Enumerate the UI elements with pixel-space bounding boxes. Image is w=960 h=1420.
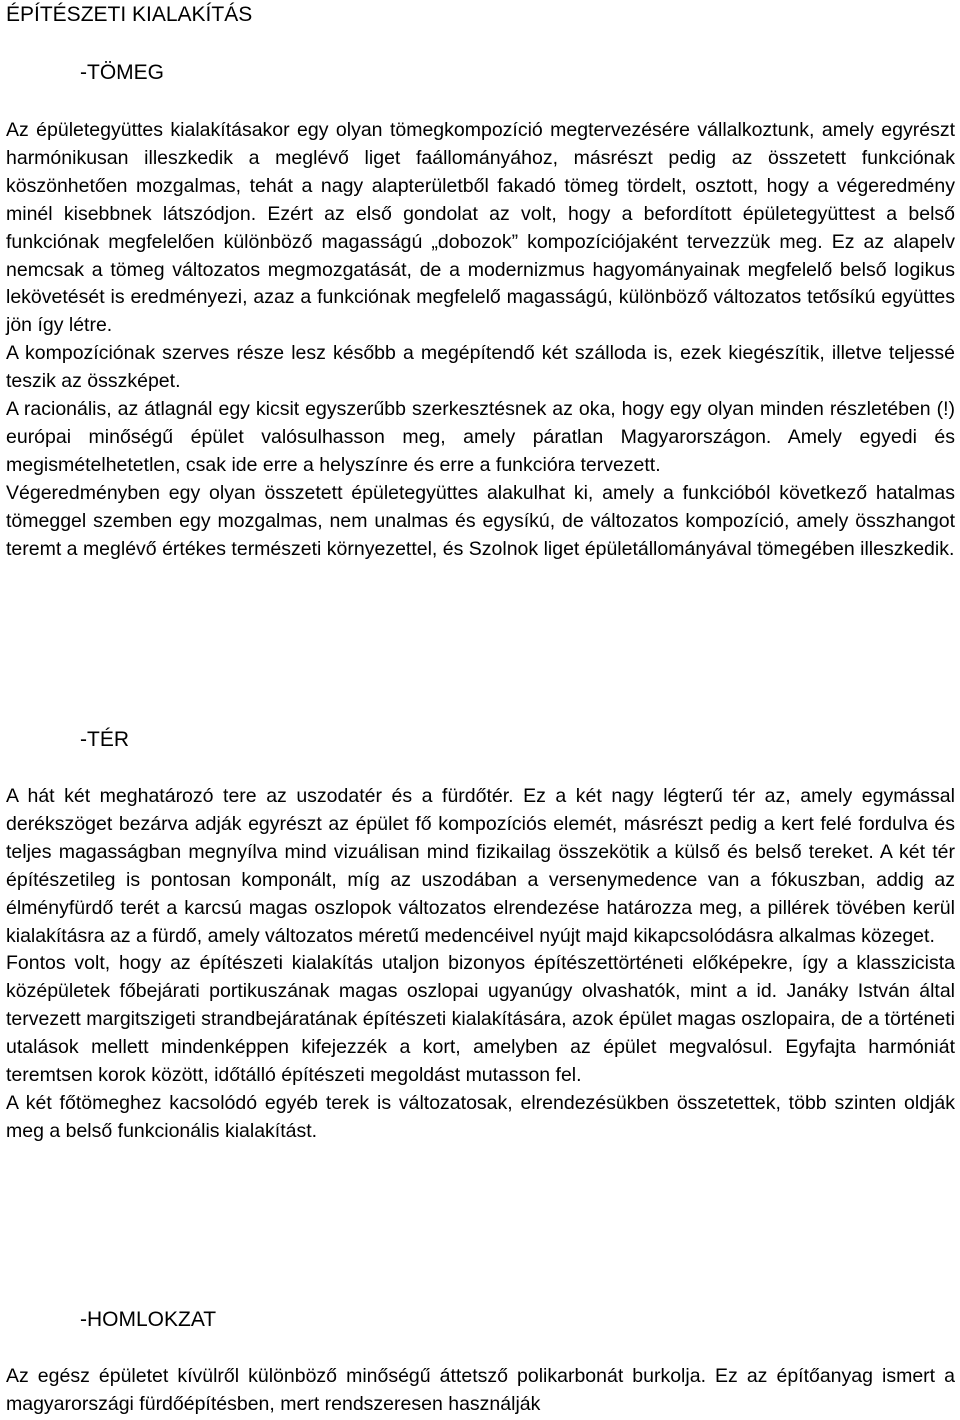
paragraph: Az egész épületet kívülről különböző minőségű áttetsző polikarbonát burkolja. Ez az építőanyag ismert a magyarországi fürdőépítésben, mert rendszeresen használják xyxy=(6,1365,955,1415)
document-title: ÉPÍTÉSZETI KIALAKÍTÁS xyxy=(6,3,253,26)
section-body-homlokzat xyxy=(6,1363,955,1419)
paragraph: Fontos volt, hogy az építészeti kialakítás utaljon bizonyos építészettörténeti előképekre, így a klasszicista középületek főbejárati portikuszának magas oszlopai ugyanúgy olvashatók, mint a id. Janáky István által tervezett margitszigeti strandbejáratának építészeti kialakítására, azok épület magas oszlopaira, de a történeti utalások mellett mindenképpen kifejezzék a kort, amelyben az épület megvalósul. Egyfajta harmóniát teremtsen korok között, időtálló építészeti megoldást mutasson fel. xyxy=(6,952,955,1087)
section-heading-tomeg: -TÖMEG xyxy=(80,61,164,84)
paragraph: A kompozíciónak szerves része lesz később a megépítendő két szálloda is, ezek kiegészítik, illetve teljessé teszik az összképet. xyxy=(6,342,955,393)
section-heading-ter: -TÉR xyxy=(80,728,129,751)
paragraph: A racionális, az átlagnál egy kicsit egyszerűbb szerkesztésnek az oka, hogy egy olyan minden részletében (!) európai minőségű épület valósulhasson meg, amely páratlan Magyarországon. Amely egyedi és megismételhetetlen, csak ide erre a helyszínre és erre a funkcióra tervezett. xyxy=(6,398,955,476)
paragraph: Az épületegyüttes kialakításakor egy olyan tömegkompozíció megtervezésére vállalkoztunk, amely egyrészt harmónikusan illeszkedik a meglévő liget faállományához, másrészt pedig az összetett funkciónak köszönhetően mozgalmas, tehát a nagy alapterületből fakadó tömeg tördelt, osztott, hogy a végeredmény minél kisebbnek látszódjon. Ezért az első gondolat az volt, hogy a befordított épületegyüttest a belső funkciónak megfelelően különböző magasságú „dobozok” kompozíciójaként tervezzük meg. Ez az alapelv nemcsak a tömeg változatos megmozgatását, de a modernizmus hagyományainak megfelelő belső logikus lekövetését is eredményezi, azaz a funkciónak megfelelő magasságú, különböző változatos tetősíkú együttes jön így létre. xyxy=(6,119,955,337)
section-body-tomeg xyxy=(6,117,955,564)
section-heading-homlokzat: -HOMLOKZAT xyxy=(80,1308,217,1331)
paragraph: A két főtömeghez kacsolódó egyéb terek is változatosak, elrendezésükben összetettek, több szinten oldják meg a belső funkcionális kialakítást. xyxy=(6,1091,955,1142)
section-body-ter xyxy=(6,783,955,1146)
paragraph: A hát két meghatározó tere az uszodatér és a fürdőtér. Ez a két nagy légterű tér az, amely egymással derékszöget bezárva adják egyrészt az épület fő kompozíciós elemét, másrészt pedig a kert felé fordulva és teljes magasságban megnyílva mind vizuálisan mind fizikailag összekötik a külső és belső tereket. A két tér építészetileg is pontosan komponált, míg az uszodában a versenymedence van a fókuszban, addig az élményfürdő terét a karcsú magas oszlopok változatos elrendezése határozza meg, a pillérek tövében kerül kialakításra az a fürdő, amely változatos méretű medencéivel nyújt majd kikapcsolódásra alkalmas közeget. xyxy=(6,785,955,947)
paragraph: Végeredményben egy olyan összetett épületegyüttes alakulhat ki, amely a funkcióból következő hatalmas tömeggel szemben egy mozgalmas, nem unalmas és egysíkú, de változatos kompozíció, amely összhangot teremt a meglévő értékes természeti környezettel, és Szolnok liget épületállományával tömegében illeszkedik. xyxy=(6,481,955,560)
